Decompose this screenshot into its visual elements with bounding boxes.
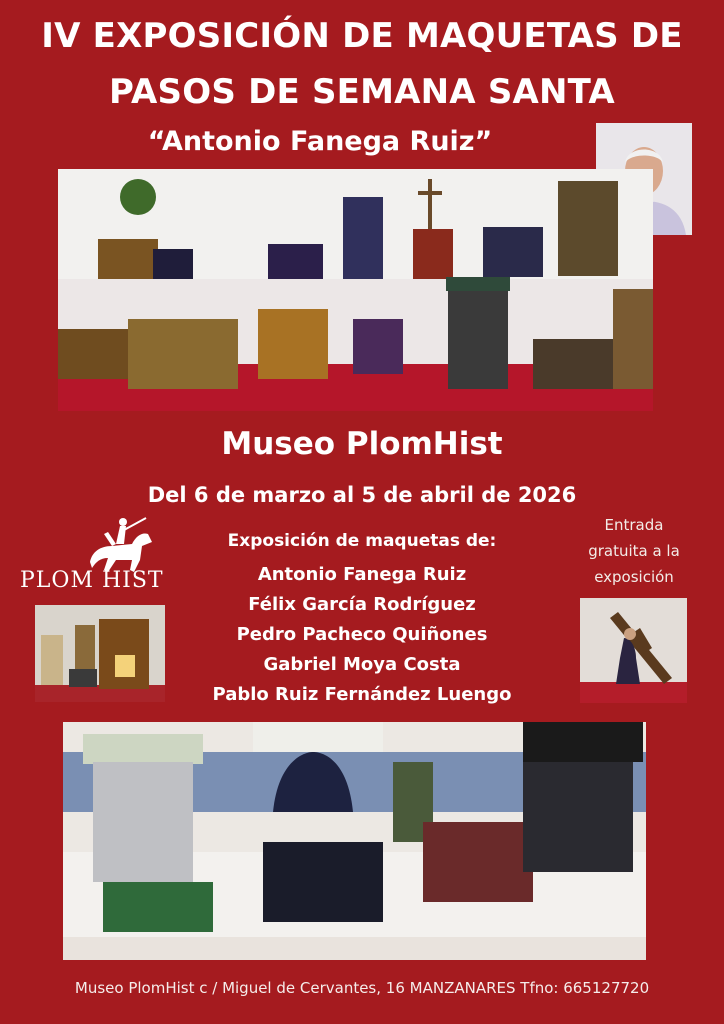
exhibitors-heading: Exposición de maquetas de: [227,531,497,551]
poster-title-line1: IV EXPOSICIÓN DE MAQUETAS DE [41,16,683,56]
exhibition-photo-right [580,598,687,703]
free-entry-note [570,512,698,590]
exhibition-photo-top [58,169,653,411]
entry-line: exposición [594,568,674,586]
footer-address: Museo PlomHist c / Miguel de Cervantes, 16 MANZANARES Tfno: 665127720 [74,979,650,997]
logo-text: PLOM HIST [20,568,164,593]
exhibitor-name: Félix García Rodríguez [248,594,476,615]
exhibitor-name: Pedro Pacheco Quiñones [236,624,488,645]
exhibitor-name: Antonio Fanega Ruiz [257,564,467,585]
exhibitor-name: Pablo Ruiz Fernández Luengo [212,684,512,705]
entry-line: Entrada [604,516,664,534]
honoree-name: “Antonio Fanega Ruiz” [147,126,493,157]
exhibition-dates: Del 6 de marzo al 5 de abril de 2026 [147,483,577,507]
exhibitor-name: Gabriel Moya Costa [263,654,461,675]
entry-line: gratuita a la [588,542,680,560]
venue-name: Museo PlomHist [221,426,503,462]
exhibition-photo-bottom [63,722,646,960]
poster-title-line2: PASOS DE SEMANA SANTA [109,72,615,112]
